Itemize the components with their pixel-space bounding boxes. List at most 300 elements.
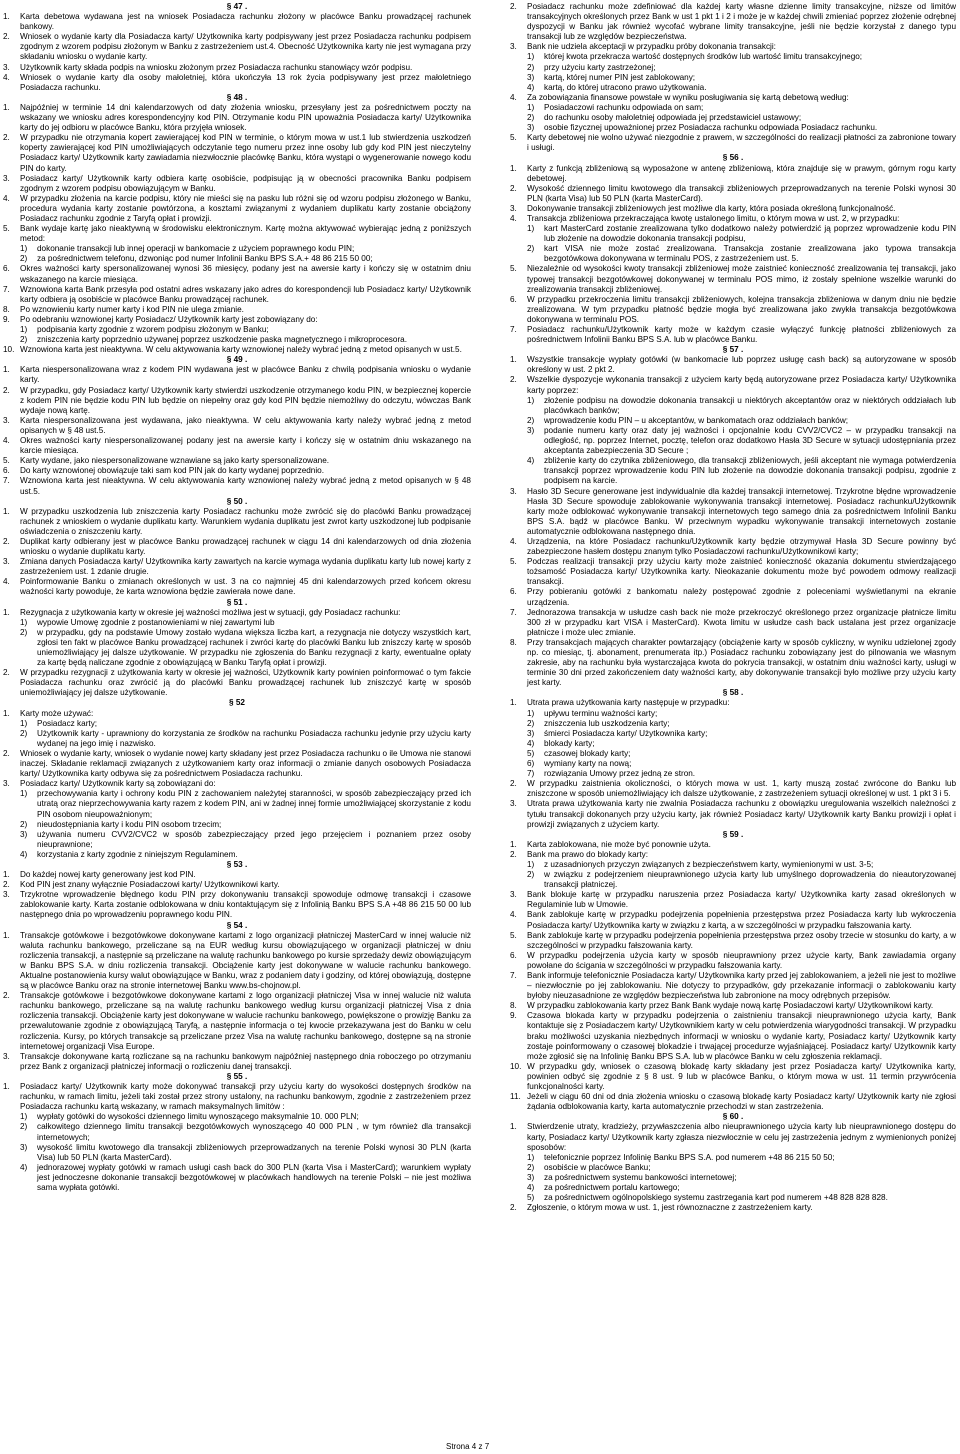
item-text: wypowie Umowę zgodnie z postanowieniami w niej zawartymi lub bbox=[37, 617, 275, 627]
item-text: Wszystkie transakcje wypłaty gotówki (w bankomacie lub poprzez usługę cash back) są autoryzowane w sposób określony w ust. 2 pkt 2. bbox=[527, 355, 956, 375]
section-heading: § 57 . bbox=[722, 345, 744, 355]
item-text: Urządzenia, na które Posiadacz rachunku/Użytkownik karty będzie otrzymywał Hasła 3D Secure powinny być zabezpieczone hasłem dostępu znanym tylko Posiadaczowi rachunku/Użytkownikowi karty; bbox=[527, 536, 956, 557]
sub-item bbox=[3, 850, 471, 860]
item-number: 1. bbox=[510, 355, 517, 365]
paragraph bbox=[3, 709, 471, 719]
paragraph bbox=[3, 931, 471, 992]
item-number: 7. bbox=[510, 607, 517, 617]
item-text: Użytkownik karty - uprawniony do korzystania ze środków na rachunku Posiadacza rachunku jedynie przy użyciu karty wydanej na jego imię i nazwisko. bbox=[37, 728, 471, 748]
item-text: Dokonywanie transakcji zbliżeniowych jest możliwe dla karty, która posiada określoną funkcjonalność. bbox=[527, 203, 896, 213]
item-text: Po wznowieniu karty numer karty i kod PIN nie ulega zmianie. bbox=[20, 304, 244, 314]
item-text: wypłaty gotówki do wysokości dziennego limitu wynoszącego maksymalnie 10. 000 PLN; bbox=[37, 1112, 359, 1122]
sub-item bbox=[3, 254, 471, 264]
item-number: 1) bbox=[20, 617, 28, 627]
item-number: 1) bbox=[20, 789, 28, 799]
paragraph bbox=[3, 386, 471, 416]
item-text: blokady karty; bbox=[544, 738, 595, 748]
sub-item bbox=[3, 1122, 471, 1142]
paragraph bbox=[510, 840, 956, 850]
item-text: Bank zablokuje kartę w przypadku podejrzenia popełnienia przestępstwa przez osoby trzecie w stosunku do karty, a w szczególności w przypadku fałszowania karty. bbox=[527, 930, 956, 950]
paragraph bbox=[3, 285, 471, 305]
sub-item bbox=[3, 820, 471, 830]
item-number: 4. bbox=[3, 193, 10, 203]
item-text: używania numeru CVV2/CVC2 w sposób zabezpieczający przed jego przejęciem i poznaniem przez osoby nieuprawnione; bbox=[37, 829, 471, 849]
sub-item bbox=[3, 325, 471, 335]
paragraph bbox=[3, 174, 471, 194]
sub-item bbox=[510, 396, 956, 416]
paragraph bbox=[510, 971, 956, 1001]
item-number: 4. bbox=[510, 213, 517, 223]
item-text: Bank zablokuje kartę w przypadku podejrzenia popełnienia przestępstwa przez Posiadacza karty lub wykroczenia Posiadacza karty/ Użytkownika karty w związku z kartą, a w szczególności w przypadku fałszowania karty. bbox=[527, 910, 956, 930]
item-number: 4. bbox=[3, 436, 10, 446]
paragraph bbox=[510, 295, 956, 325]
paragraph bbox=[510, 799, 956, 829]
item-number: 1. bbox=[3, 365, 10, 375]
item-text: W przypadku gdy, wniosek o czasową blokadę karty składany jest przez Posiadacza karty/ Użytkownika karty, powinien odbyć się zgodnie z § 8 ust. 9 lub w placówce Banku, o którym mowa w ust. 11 termin przywrócenia funkcjonalności karty. bbox=[527, 1061, 956, 1092]
item-number: 5) bbox=[527, 1193, 535, 1203]
paragraph bbox=[3, 890, 471, 920]
item-text: Okres ważności karty spersonalizowanej wynosi 36 miesięcy, podany jest na awersie karty i kończy się w ostatnim dniu wskazanego na karcie miesiąca. bbox=[20, 264, 471, 284]
item-number: 1. bbox=[510, 839, 517, 849]
paragraph bbox=[3, 557, 471, 577]
paragraph bbox=[510, 355, 956, 375]
item-text: wprowadzenie kodu PIN – u akceptantów, w bankomatach oraz oddziałach banków; bbox=[544, 415, 849, 425]
paragraph bbox=[3, 133, 471, 173]
item-number: 3. bbox=[510, 203, 517, 213]
item-number: 4. bbox=[3, 72, 10, 82]
paragraph bbox=[510, 890, 956, 910]
item-text: Bank ma prawo do blokady karty: bbox=[527, 849, 649, 859]
paragraph bbox=[510, 42, 956, 52]
item-text: Poinformowanie Banku o zmianach określonych w ust. 3 na co najmniej 45 dni kalendarzowych przed końcem okresu ważności karty powoduje, że karta wznowiona będzie zawierała nowe dane. bbox=[20, 577, 471, 597]
item-text: Posiadacz rachunku/Użytkownik karty może w każdym czasie wyłączyć funkcję płatności zbliżeniowych za pośrednictwem Infolinii Banku BPS S.A. lub w placówce Banku. bbox=[527, 325, 956, 345]
paragraph bbox=[3, 12, 471, 32]
sub-item bbox=[510, 426, 956, 456]
item-number: 2. bbox=[510, 1203, 517, 1213]
item-text: Podczas realizacji transakcji przy użyciu karty może zaistnieć konieczność okazania dokumentu stwierdzającego tożsamość Posiadacza karty/ Użytkownika karty. Nieokazanie dokumentu może być powodem odmowy realizacji transakcji. bbox=[527, 557, 956, 587]
item-text: upływu terminu ważności karty; bbox=[544, 708, 658, 718]
item-text: Niezależnie od wysokości kwoty transakcji zbliżeniowej może zaistnieć konieczność zrealizowania tej transakcji, jako typowej transakcji bezgotówkowej dokonywanej w terminalu POS mimo, iż zostały spełnione wszelkie warunki do zrealizowania transakcji zbliżeniowej. bbox=[527, 264, 956, 294]
item-text: Transakcje gotówkowe i bezgotówkowe dokonywane kartami z logo organizacji płatniczej Visa w innej walucie niż waluta rachunku bankowego, przeliczane są na walutę rachunku bankowego według kursu organizacji płatniczej Visa z dnia rozliczenia transakcji. Obciążenie karty jest dokonywane w walucie rachunku bankowego, powiększone o prowizję Banku za przewalutowanie zgodnie z obowiązującą Taryfą, a następnie informacja o tej kwocie przekazywana jest do Banku w celu rozliczenia. Kursy, po których transakcje są przeliczane przez Visa na walutę rachunku bankowego, dostępne są na stronie internetowej organizacji Visa Europe. bbox=[20, 991, 471, 1051]
item-number: 2. bbox=[3, 668, 10, 678]
item-text: Wznowiona karta Bank przesyła pod ostatni adres wskazany jako adres do korespondencji lub Posiadacz karty/ Użytkownik karty odbiera ją osobiście w placówce Banku prowadzącej rachunek. bbox=[20, 284, 471, 304]
item-number: 3. bbox=[3, 557, 10, 567]
sub-item bbox=[510, 1153, 956, 1163]
item-text: osobiście w placówce Banku; bbox=[544, 1162, 651, 1172]
item-text: Jednorazowa transakcja w usłudze cash back nie może przekroczyć określonego przez organizacje płatnicze limitu 300 zł w przypadku kart VISA i MasterCard). Kwota limitu w usłudze cash back ustalana jest przez organizacje płatnicze i może ulec zmianie. bbox=[527, 607, 956, 637]
paragraph bbox=[510, 93, 956, 103]
item-number: 5. bbox=[510, 264, 517, 274]
paragraph bbox=[3, 436, 471, 456]
section-heading: § 50 . bbox=[226, 496, 248, 506]
item-number: 2) bbox=[20, 1122, 28, 1132]
item-text: Karta niespersonalizowana wraz z kodem PIN wydawana jest w placówce Banku z chwilą podpisania wniosku o wydanie karty. bbox=[20, 365, 471, 385]
sub-item bbox=[510, 1183, 956, 1193]
item-number: 2. bbox=[3, 133, 10, 143]
sub-item bbox=[510, 749, 956, 759]
item-number: 2. bbox=[3, 385, 10, 395]
item-text: Posiadaczowi rachunku odpowiada on sam; bbox=[544, 102, 704, 112]
item-text: dokonanie transakcji lub innej operacji w bankomacie z użyciem poprawnego kodu PIN; bbox=[37, 244, 355, 254]
item-text: Po odebraniu wznowionej karty Posiadacz/ Użytkownik karty jest zobowiązany do: bbox=[20, 314, 318, 324]
sub-item bbox=[510, 709, 956, 719]
item-number: 5. bbox=[510, 930, 517, 940]
item-text: Użytkownik karty składa podpis na wniosku złożonym przez Posiadacza rachunku stanowiący wzór podpisu. bbox=[20, 62, 413, 72]
section-heading: § 54 . bbox=[226, 920, 248, 930]
item-number: 7. bbox=[3, 476, 10, 486]
sub-item bbox=[510, 1173, 956, 1183]
item-text: Wszelkie dyspozycje wykonania transakcji z użyciem karty będą autoryzowane przez Posiadacza karty/ Użytkownika karty poprzez: bbox=[527, 375, 956, 395]
item-text: W przypadku zaistnienia okoliczności, o których mowa w ust. 1, karty muszą zostać zwrócone do Banku lub zniszczone w sposób uniemożliwiający ich dalsze użytkowanie, z zastrzeżeniem sytuacji określonej w ust. 1 pkt 3 i 5. bbox=[527, 779, 956, 799]
item-text: Do karty wznowionej obowiązuje taki sam kod PIN jak do karty wydanej poprzednio. bbox=[20, 466, 324, 476]
item-number: 2. bbox=[510, 2, 517, 11]
item-number: 6. bbox=[3, 466, 10, 476]
item-number: 3. bbox=[510, 42, 517, 52]
item-number: 8. bbox=[3, 304, 10, 314]
sub-item bbox=[3, 628, 471, 668]
paragraph bbox=[3, 315, 471, 325]
item-number: 3. bbox=[3, 890, 10, 900]
sub-item bbox=[3, 335, 471, 345]
item-number: 11. bbox=[510, 1092, 521, 1102]
item-number: 6. bbox=[510, 950, 517, 960]
paragraph bbox=[3, 779, 471, 789]
item-text: Kod PIN jest znany wyłącznie Posiadaczowi karty/ Użytkownikowi karty. bbox=[20, 880, 280, 890]
sub-item bbox=[510, 73, 956, 83]
item-text: Najpóźniej w terminie 14 dni kalendarzowych od daty złożenia wniosku, przesyłany jest za pośrednictwem poczty na wskazany we wniosku adres korespondencyjny kod PIN. Otrzymanie kodu PIN upoważnia Posiadacza karty/ Użytkownika karty do jej odbioru w placówce Banku, która przyjęła wniosek. bbox=[20, 102, 471, 133]
item-text: Utrata prawa użytkowania karty nie zwalnia Posiadacza rachunku z obowiązku uregulowania wszelkich należności z tytułu transakcji dokonanych przy użyciu karty, jak również Posiadacz karty/ Użytkownik karty Banku prowizji i opłat i prowizji związanych z użyciem karty. bbox=[527, 799, 956, 829]
item-number: 1) bbox=[527, 52, 535, 62]
item-text: zniszczenia karty poprzednio używanej poprzez uszkodzenie paska magnetycznego i mikroprocesora. bbox=[37, 335, 407, 345]
item-text: Okres ważności karty niespersonalizowanej podany jest na awersie karty i kończy się w ostatnim dniu wskazanego na karcie miesiąca. bbox=[20, 436, 471, 456]
sub-item bbox=[510, 224, 956, 244]
item-number: 2) bbox=[20, 335, 28, 345]
paragraph bbox=[510, 1122, 956, 1152]
item-text: wysokość limitu kwotowego dla transakcji zbliżeniowych przeprowadzanych na terenie Polski wynosi 30 PLN (karta Visa) lub 50 PLN (karta MasterCard). bbox=[37, 1142, 471, 1162]
item-text: W przypadku złożenia na karcie podpisu, który nie mieści się na pasku lub różni się od wzoru podpisu złożonego w Banku, procedura wydania karty zostanie powtórzona, a kosztami związanymi z wydaniem duplikatu karty zostanie obciążony Posiadacz rachunku zgodnie z Taryfą opłat i prowizji. bbox=[20, 193, 471, 223]
paragraph bbox=[3, 32, 471, 62]
item-number: 7) bbox=[527, 769, 535, 779]
item-number: 1. bbox=[3, 102, 10, 112]
sub-item bbox=[3, 1143, 471, 1163]
item-number: 1) bbox=[20, 244, 28, 254]
item-text: w związku z podejrzeniem nieuprawnionego użycia karty lub umyślnego doprowadzenia do nieautoryzowanej transakcji płatniczej. bbox=[544, 870, 956, 890]
item-text: przy użyciu karty zastrzeżonej; bbox=[544, 62, 656, 72]
item-number: 4. bbox=[510, 92, 517, 102]
item-text: za pośrednictwem ogólnopolskiego systemu zastrzegania kart pod numerem +48 828 828 828. bbox=[544, 1193, 888, 1203]
paragraph bbox=[510, 557, 956, 587]
paragraph bbox=[3, 365, 471, 385]
sub-item bbox=[3, 789, 471, 819]
item-number: 2) bbox=[527, 113, 535, 123]
item-number: 3. bbox=[510, 890, 517, 900]
item-number: 3. bbox=[3, 1051, 10, 1061]
item-number: 7. bbox=[3, 284, 10, 294]
paragraph bbox=[3, 103, 471, 133]
item-text: Bank informuje telefonicznie Posiadacza karty/ Użytkownika karty przed jej zablokowaniem, a jeżeli nie jest to możliwe – niezwłocznie po jej zablokowaniu. Nie dotyczy to przypadków, gdy przekazanie informacji o zablokowaniu karty byłoby nieuzasadnione ze względów bezpieczeństwa lub zabronione na mocy odrębnych przepisów. bbox=[527, 971, 956, 1001]
item-text: Wznowiona karta jest nieaktywna. W celu aktywowania karty wznowionej należy wybrać jedną z metod opisanych w ust.5. bbox=[20, 345, 462, 355]
sub-item bbox=[3, 830, 471, 850]
item-number: 3) bbox=[527, 728, 535, 738]
item-number: 3) bbox=[20, 829, 28, 839]
item-number: 4) bbox=[20, 1162, 28, 1172]
section-heading: § 60 . bbox=[722, 1112, 744, 1122]
item-number: 1. bbox=[3, 1082, 10, 1092]
paragraph bbox=[3, 63, 471, 73]
item-text: podanie numeru karty oraz daty jej ważności i opcjonalnie kodu CVV2/CVC2 – w przypadku transakcji na odległość, np. poprzez Internet, pocztę, telefon oraz dodatkowo Hasła 3D Secure w sytuacji udostępniania przez akceptanta zabezpieczenia 3D Secure ; bbox=[544, 425, 956, 456]
item-number: 6. bbox=[510, 294, 517, 304]
sub-item bbox=[510, 63, 956, 73]
item-text: rozwiązania Umowy przez jedną ze stron. bbox=[544, 769, 696, 779]
item-number: 1) bbox=[527, 1152, 535, 1162]
item-number: 2) bbox=[527, 415, 535, 425]
sub-item bbox=[510, 123, 956, 133]
paragraph bbox=[3, 668, 471, 698]
paragraph bbox=[510, 325, 956, 345]
paragraph bbox=[510, 537, 956, 557]
item-number: 2. bbox=[510, 779, 517, 789]
item-number: 5. bbox=[3, 224, 10, 234]
item-number: 7. bbox=[510, 971, 517, 980]
item-number: 7. bbox=[510, 325, 517, 334]
paragraph bbox=[510, 951, 956, 971]
item-text: Transakcja zbliżeniowa przekraczająca kwotę ustalonego limitu, o którym mowa w ust. 2, w przypadku: bbox=[527, 213, 900, 223]
item-number: 4. bbox=[510, 910, 517, 920]
item-text: Zgłoszenie, o którym mowa w ust. 1, jest równoznaczne z zastrzeżeniem karty. bbox=[527, 1203, 813, 1213]
item-number: 5) bbox=[527, 748, 535, 758]
item-text: telefonicznie poprzez Infolinię Banku BPS S.A. pod numerem +48 86 215 50 50; bbox=[544, 1152, 835, 1162]
paragraph bbox=[3, 264, 471, 284]
item-number: 10. bbox=[510, 1061, 522, 1071]
item-number: 1. bbox=[510, 163, 517, 173]
item-number: 2. bbox=[3, 32, 10, 42]
item-text: Wniosek o wydanie karty dla osoby małoletniej, która ukończyła 13 rok życia podpisywany jest przez małoletniego Posiadacza rachunku. bbox=[20, 72, 471, 92]
item-text: Wniosek o wydanie karty dla Posiadacza karty/ Użytkownika karty podpisywany jest przez Posiadacza rachunku podpisem zgodnym z wzorem podpisu złożonym w Banku z zastrzeżeniem ust.4. Obecność Użytkownika karty nie jest wymagana przy składaniu wniosku o wydanie karty. bbox=[20, 32, 471, 62]
section-heading: § 56 . bbox=[722, 153, 744, 163]
sub-item bbox=[3, 1163, 471, 1193]
item-text: za pośrednictwem portalu kartowego; bbox=[544, 1182, 680, 1192]
item-text: Trzykrotne wprowadzenie błędnego kodu PIN przy dokonywaniu transakcji spowoduje odmowę transakcji i czasowe zablokowanie karty. Karta zostanie odblokowana w dniu kontaktującym się z Infolinią Banku BPS S.A +48 86 215 50 00 lub następnego dnia po wprowadzeniu poprawnego kodu PIN. bbox=[20, 890, 471, 920]
sub-item bbox=[3, 1112, 471, 1122]
paragraph bbox=[3, 194, 471, 224]
paragraph bbox=[510, 850, 956, 860]
item-text: Za zobowiązania finansowe powstałe w wyniku posługiwania się kartą debetową według: bbox=[527, 92, 849, 102]
item-number: 3) bbox=[527, 123, 535, 133]
item-text: której kwota przekracza wartość dostępnych środków lub wartość limitu transakcyjnego; bbox=[544, 52, 863, 62]
sub-item bbox=[510, 416, 956, 426]
sub-item bbox=[510, 759, 956, 769]
item-text: Karty wydane, jako niespersonalizowane wznawiane są jako karty spersonalizowane. bbox=[20, 456, 330, 466]
item-text: W przypadku podejrzenia użycia karty w sposób nieuprawniony przez użycie karty, Bank zawiadamia organy powołane do ścigania w szczególności w przypadku fałszowania karty. bbox=[527, 950, 956, 970]
item-number: 4. bbox=[510, 536, 517, 546]
item-number: 2) bbox=[527, 718, 535, 728]
sub-item bbox=[3, 729, 471, 749]
item-text: Posiadacz karty/ Użytkownik karty są zobowiązani do: bbox=[20, 779, 216, 789]
item-number: 2) bbox=[20, 819, 28, 829]
item-text: W przypadku zablokowania karty przez Bank Bank wydaje nową kartę Posiadaczowi karty/ Użytkownikowi karty. bbox=[527, 1001, 934, 1011]
sub-item bbox=[510, 870, 956, 890]
item-text: śmierci Posiadacza karty/ Użytkownika karty; bbox=[544, 728, 708, 738]
item-text: Karta niespersonalizowana jest wydawana, jako nieaktywna. W celu aktywowania karty należy wybrać jedną z metod opisanych w § 48 ust.5. bbox=[20, 415, 471, 435]
item-number: 1. bbox=[510, 1122, 517, 1132]
section-heading: § 52 bbox=[229, 698, 245, 708]
item-number: 2) bbox=[20, 728, 28, 738]
item-number: 6. bbox=[510, 587, 517, 597]
item-text: Wysokość dziennego limitu kwotowego dla transakcji zbliżeniowych przeprowadzanych na terenie Polski wynosi 30 PLN (karta Visa) lub 50 PLN (karta MasterCard). bbox=[527, 183, 956, 203]
paragraph bbox=[510, 1011, 956, 1061]
item-number: 1. bbox=[3, 12, 10, 22]
item-number: 3. bbox=[3, 779, 10, 789]
sub-item bbox=[3, 719, 471, 729]
item-text: zniszczenia lub uszkodzenia karty; bbox=[544, 718, 670, 728]
paragraph bbox=[3, 537, 471, 557]
item-text: Jeżeli w ciągu 60 dni od dnia złożenia wniosku o czasową blokadę karty Posiadacz karty/ Użytkownik karty nie zgłosi żądania odblokowania karty, karta automatycznie przechodzi w stan zastrzeżenia. bbox=[527, 1092, 956, 1112]
paragraph bbox=[510, 1062, 956, 1092]
paragraph bbox=[3, 476, 471, 496]
paragraph bbox=[3, 224, 471, 244]
sub-item bbox=[3, 244, 471, 254]
item-number: 4) bbox=[527, 82, 535, 92]
item-text: Przy transakcjach mających charakter powtarzający (obciążenie karty w sposób cykliczny, w wyniku udzielonej zgody np. co miesiąc, tj. abonament, prenumerata itp.) Posiadacz rachunku zobowiązany jest do pilnowania we własnym zakresie, aby na rachunku była wystarczająca kwota do pokrycia transakcji, w ostatnim dniu ważności karty, usługi w terminie 30 dni przed zakończeniem daty ważności karty, aby dokonywanie transakcji było możliwe przy użyciu karty jest karty. bbox=[527, 637, 956, 688]
sub-item bbox=[510, 103, 956, 113]
item-text: Transakcje gotówkowe i bezgotówkowe dokonywane kartami z logo organizacji płatniczej MasterCard w innej walucie niż waluta rachunku bankowego, przeliczane są na EUR według kursu obowiązującego w organizacji płatniczej w dniu rozliczenia transakcji, a następnie są przeliczane na walutę rachunku bankowego po kursie sprzedaży dewiz obowiązującym w Banku BPS S.A. w dniu rozliczenia transakcji. Obciążenie karty jest dokonywane w walucie rachunku bankowego. Aktualne postanowienia kursy walut obowiązujące w Banku, wraz z podaniem daty i godziny, od której obowiązują, dostępne są w placówce Banku oraz na stronie internetowej Banku www.bs-chojnow.pl. bbox=[20, 930, 472, 991]
item-text: kart MasterCard zostanie zrealizowana tylko dodatkowo należy potwierdzić ją poprzez wprowadzenie kodu PIN lub złożenie na dowodzie dokonania transakcji podpisu, bbox=[544, 224, 956, 244]
paragraph bbox=[510, 638, 956, 688]
item-number: 3. bbox=[510, 799, 517, 809]
item-text: Bank nie udziela akceptacji w przypadku próby dokonania transakcji: bbox=[527, 42, 776, 52]
item-text: czasowej blokady karty; bbox=[544, 748, 631, 758]
item-text: kart VISA nie może zostać zrealizowana. Transakcja zostanie zrealizowana jako typowa transakcja bezgotówkowa dokonywana w terminalu POS, z zastrzeżeniem ust. 5. bbox=[544, 244, 956, 264]
item-number: 2. bbox=[3, 748, 10, 758]
item-number: 2. bbox=[3, 536, 10, 546]
item-text: Karta zablokowana, nie może być ponownie użyta. bbox=[527, 839, 711, 849]
item-text: Wniosek o wydanie karty, wniosek o wydanie nowej karty składany jest przez Posiadacza rachunku o ile Umowa nie stanowi inaczej. Składanie reklamacji związanych z użytkowaniem karty oraz informacji o zmianie danych osobowych Posiadacza karty/ Użytkownika karty odbywa się za pośrednictwem Posiadacza rachunku. bbox=[20, 748, 471, 779]
item-number: 3) bbox=[527, 72, 535, 82]
paragraph bbox=[510, 608, 956, 638]
sub-item bbox=[3, 618, 471, 628]
item-number: 1. bbox=[3, 870, 10, 880]
paragraph bbox=[510, 184, 956, 204]
item-number: 1) bbox=[20, 718, 28, 728]
paragraph bbox=[3, 577, 471, 597]
item-number: 4) bbox=[527, 1182, 535, 1192]
item-text: podpisania karty zgodnie z wzorem podpisu złożonym w Banku; bbox=[37, 325, 269, 334]
paragraph bbox=[510, 910, 956, 930]
item-number: 1. bbox=[3, 930, 10, 940]
sub-item bbox=[510, 52, 956, 62]
paragraph bbox=[510, 164, 956, 184]
item-number: 4) bbox=[527, 456, 535, 466]
item-text: do rachunku osoby małoletniej odpowiada jej przedstawiciel ustawowy; bbox=[544, 113, 802, 123]
paragraph bbox=[3, 456, 471, 466]
paragraph bbox=[3, 880, 471, 890]
item-number: 5. bbox=[510, 557, 517, 567]
paragraph bbox=[510, 204, 956, 214]
item-number: 6. bbox=[3, 264, 10, 274]
section-heading: § 48 . bbox=[226, 92, 248, 102]
item-number: 9. bbox=[510, 1011, 517, 1021]
item-number: 1) bbox=[527, 708, 535, 718]
item-number: 1) bbox=[527, 224, 535, 234]
item-number: 10. bbox=[3, 345, 15, 355]
item-number: 2) bbox=[527, 1162, 535, 1172]
item-number: 9. bbox=[3, 314, 10, 324]
sub-item bbox=[510, 244, 956, 264]
section-heading: § 47 . bbox=[226, 2, 248, 11]
paragraph bbox=[3, 466, 471, 476]
item-number: 3. bbox=[3, 62, 10, 72]
section-heading: § 53 . bbox=[226, 859, 248, 869]
paragraph bbox=[3, 749, 471, 779]
section-heading: § 59 . bbox=[722, 829, 744, 839]
paragraph bbox=[510, 264, 956, 294]
item-number: 3. bbox=[3, 415, 10, 425]
item-text: Posiadacz karty; bbox=[37, 718, 98, 728]
paragraph bbox=[510, 214, 956, 224]
item-text: za pośrednictwem telefonu, dzwoniąc pod numer Infolinii Banku BPS S.A.+ 48 86 215 50 00; bbox=[37, 254, 373, 264]
item-number: 4) bbox=[527, 738, 535, 748]
item-text: Transakcje dokonywane kartą rozliczane są na rachunku bankowym najpóźniej następnego dnia roboczego po otrzymaniu przez Bank z organizacji płatniczej informacji o rozliczeniu danej transakcji. bbox=[20, 1051, 471, 1071]
item-number: 1. bbox=[3, 506, 10, 516]
item-text: kartą, do której utracono prawo użytkowania. bbox=[544, 82, 707, 92]
item-text: Zmiana danych Posiadacza karty/ Użytkownika karty zawartych na karcie wymaga wydania duplikatu karty lub nowej karty z zastrzeżeniem ust. 1 zdanie drugie. bbox=[20, 557, 471, 577]
sub-item bbox=[510, 860, 956, 870]
item-number: 2) bbox=[527, 62, 535, 72]
item-number: 5. bbox=[510, 133, 517, 143]
item-text: przechowywania karty i ochrony kodu PIN z zachowaniem należytej staranności, w sposób zabezpieczający przed ich utratą oraz nieprzechowywania karty razem z kodem PIN, ani w żadnej innej formie umożliwiającej skorzystanie z kodu PIN osobom nieupoważnionym; bbox=[37, 789, 471, 819]
paragraph bbox=[510, 779, 956, 799]
section-heading: § 51 . bbox=[226, 597, 248, 607]
sub-item bbox=[510, 719, 956, 729]
item-text: zbliżenie karty do czytnika zbliżeniowego, dla transakcji zbliżeniowych, jeśli akceptant nie wymaga potwierdzenia transakcji poprzez wprowadzenie kodu PIN lub złożenie na dowodzie dokonania transakcji podpisu, zgodnie z podpisem na karcie. bbox=[544, 456, 956, 486]
item-text: Bank blokuje kartę w przypadku naruszenia przez Posiadacza karty/ Użytkownika karty zasad określonych w Regulaminie lub w Umowie. bbox=[527, 890, 956, 910]
sub-item bbox=[510, 456, 956, 486]
item-text: wymiany karty na nową; bbox=[544, 759, 632, 769]
item-number: 1) bbox=[527, 102, 535, 112]
item-number: 1) bbox=[527, 859, 535, 869]
item-text: Czasowa blokada karty w przypadku podejrzenia o zaistnieniu transakcji nieuprawnionego użycia karty, Bank kontaktuje się z Posiadaczem karty/ Użytkownikiem karty w celu potwierdzenia wiarygodności transakcji. W przypadku braku możliwości uzyskania niezbędnych informacji w wniosku o wydanie karty, Posiadacz karty/ Użytkownik karty zostaje poinformowany o czasowej blokadzie i trwającej procedurze wyjaśniającej. Posiadacz karty/ Użytkownik karty może zgłosić się na Infolinię Banku BPS S.A. lub w placówce Banku w celu zgłoszenia reklamacji. bbox=[527, 1011, 956, 1061]
section-heading: § 55 . bbox=[226, 1071, 248, 1081]
item-number: 3) bbox=[527, 425, 535, 435]
item-number: 2. bbox=[3, 880, 10, 890]
item-text: Duplikat karty odbierany jest w placówce Banku prowadzącej rachunek w ciągu 14 dni kalendarzowych od dnia złożenia wniosku o wydanie duplikatu karty. bbox=[20, 536, 471, 557]
paragraph bbox=[3, 608, 471, 618]
paragraph bbox=[3, 345, 471, 355]
item-text: Posiadacz rachunku może zdefiniować dla każdej karty własne dzienne limity transakcyjne, niższe od limitów transakcyjnych określonych przez Bank w ust 1 pkt 1 i 2 i może je w każdej chwili zmieniać poprzez złożenie odrębnej dyspozycji w Banku jak również wycofać wybrane limity transakcyjne, jeśli nie będzie korzystał z danego typu transakcji lub ze względów bezpieczeństwa. bbox=[527, 2, 956, 42]
item-number: 2. bbox=[3, 991, 10, 1001]
item-text: W przypadku, gdy Posiadacz karty/ Użytkownik karty stwierdzi uszkodzenie otrzymanego kodu PIN, w bezpiecznej kopercie z kodem PIN nie będzie kodu PIN lub będzie on niepełny oraz gdy kod PIN będzie niemożliwy do odczytu, wówczas Bank wydaje nową kartę. bbox=[20, 385, 471, 415]
right-column bbox=[510, 2, 956, 1213]
item-number: 2) bbox=[527, 870, 535, 880]
sub-item bbox=[510, 739, 956, 749]
item-text: Karty z funkcją zbliżeniową są wyposażone w antenę zbliżeniową, która znajduje się w prawym, górnym rogu karty debetowej. bbox=[527, 163, 956, 183]
item-text: całkowitego dziennego limitu transakcji bezgotówkowych wynoszącego 40 000 PLN , w tym również dla transakcji internetowych; bbox=[37, 1122, 471, 1142]
item-number: 3) bbox=[20, 1142, 28, 1152]
sub-item bbox=[510, 113, 956, 123]
item-text: Posiadacz karty/ Użytkownik karty może dokonywać transakcji przy użyciu karty do wysokości dostępnych środków na rachunku, w ramach limitu, jeżeli taki został przez strony ustalony, na rachunku bankowym, zgodnie z zastrzeżeniem przez Posiadacza rachunku kartą wskazany, w ramach maksymalnych limitów : bbox=[20, 1082, 471, 1112]
item-number: 4. bbox=[3, 577, 10, 587]
sub-item bbox=[510, 1193, 956, 1203]
item-number: 4) bbox=[20, 849, 28, 859]
item-text: Wznowiona karta jest nieaktywna. W celu aktywowania karty wznowionej należy wybrać jedną z metod opisanych w § 48 ust.5. bbox=[20, 476, 471, 496]
item-text: Hasło 3D Secure generowane jest indywidualnie dla każdej transakcji internetowej. Trzykrotne błędne wprowadzenie Hasła 3D Secure spowoduje zablokowanie wykonywania transakcji internetowej. Posiadacz rachunku/Użytkownik karty może odblokować wykonywanie transakcji internetowych tego samego dnia za pośrednictwem Infolinii Banku BPS S.A. bądź w placówce Banku. W przeciwnym wypadku wykonywanie transakcji internetowych zostanie automatycznie odblokowana następnego dnia. bbox=[527, 486, 956, 536]
paragraph bbox=[510, 1001, 956, 1011]
item-text: Karta debetowa wydawana jest na wniosek Posiadacza rachunku złożony w placówce Banku prowadzącej rachunek bankowy. bbox=[20, 12, 471, 32]
section-heading: § 58 . bbox=[722, 688, 744, 698]
item-text: W przypadku przekroczenia limitu transakcji zbliżeniowych, kolejna transakcja zbliżeniowa w danym dniu nie będzie zrealizowana. W tym przypadku płatność będzie mogła być zrealizowana jako zwykła transakcja bezgotówkowa dokonywana w terminalu POS. bbox=[527, 294, 956, 324]
item-text: nieudostępniania karty i kodu PIN osobom trzecim; bbox=[37, 819, 222, 829]
item-number: 2) bbox=[527, 244, 535, 254]
